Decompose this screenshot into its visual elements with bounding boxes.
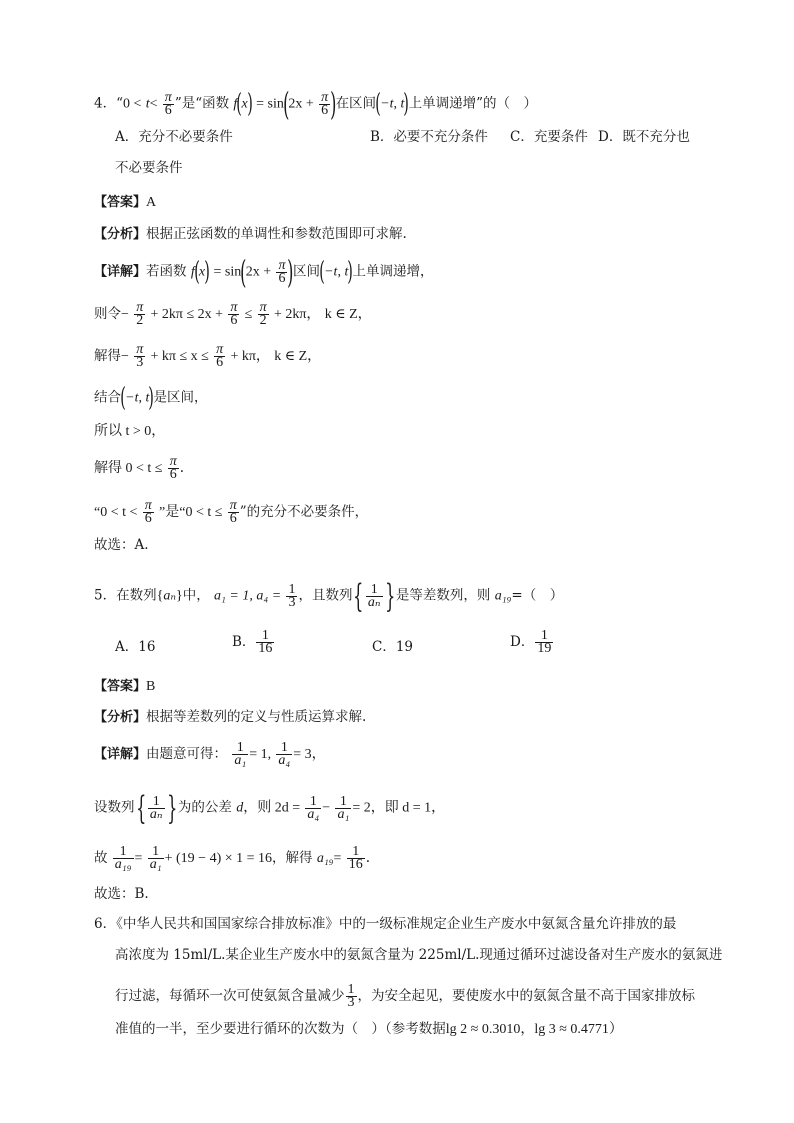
q4-stem: 4．“0 < t< $\frac{\pi}{6}$ ”是“函数 f(x) = sin(2x + $\frac{\pi}{6}$ )在区间(−t, t)上单调递增”的（ ） <box>94 85 538 123</box>
q4-option-a: A．充分不必要条件 <box>115 129 233 145</box>
q4-detail-7: “0 < t < $\frac{\pi}{6}$ ”是“0 < t ≤ $\frac{\pi}{6}$ ”的充分不必要条件， <box>94 498 369 526</box>
q5-answer: 【答案】B <box>94 679 156 694</box>
q5-detail-3: 故 $\frac{1}{\text{a₁₉}}$ = $\frac{1}{\text{a₁}}$ + (19 − 4) × 1 = 16，解得 a₁₉= $\frac{1}{16}$ . <box>94 844 371 872</box>
q4-detail-4: 结合(−t, t)是区间， <box>94 383 208 413</box>
q4-detail-3: 解得− $\frac{\pi}{3}$ + kπ ≤ x ≤ $\frac{\pi}{6}$ + kπ， k ∈ Z， <box>94 342 322 370</box>
q4-detail-2: 则令− $\frac{\pi}{2}$ + 2kπ ≤ 2x + $\frac{\pi}{6}$ ≤ $\frac{\pi}{2}$ + 2kπ， k ∈ Z， <box>94 300 372 328</box>
q4-option-d: D．既不充分也 <box>598 129 690 145</box>
q4-option-c: C．充要条件 <box>510 129 588 145</box>
q4-detail-5: 所以 t > 0， <box>94 424 166 439</box>
q5-detail-1: 【详解】由题意可得： $\frac{1}{\text{a₁}}$ = 1, $\frac{1}{\text{a₄}}$ = 3， <box>94 740 326 768</box>
q5-analysis: 【分析】根据等差数列的定义与性质运算求解. <box>94 709 367 725</box>
q4-option-d-cont: 不必要条件 <box>115 160 183 176</box>
q4-analysis: 【分析】根据正弦函数的单调性和参数范围即可求解. <box>94 226 407 242</box>
fraction-pi-6: $\frac{\pi}{6}$ <box>164 89 172 118</box>
q4-option-b: B．必要不充分条件 <box>370 129 488 145</box>
q5-option-c: C．19 <box>372 639 414 655</box>
q6-line-1: 6．《中华人民共和国国家综合排放标准》中的一级标准规定企业生产废水中氨氮含量允许排放的最 <box>94 916 677 932</box>
q5-detail-2: 设数列{ $\frac{1}{\text{aₙ}}$ }为的公差 d，则 2d = $\frac{1}{\text{a₄}}$ − $\frac{1}{\text{a₁}}$ = 2，即 d = 1， <box>94 789 446 827</box>
q6-line-3: 行过滤，每循环一次可使氨氮含量减少 $\frac{1}{3}$ ，为安全起见，要使废水中的氨氮含量不高于国家排放标 <box>115 982 695 1010</box>
q5-option-d: D． $\frac{1}{19}$ <box>510 628 552 656</box>
q5-stem: 5．在数列{aₙ}中， a₁ = 1, a₄ = $\frac{1}{3}$ ，且数列{ $\frac{1}{\text{aₙ}}$ }是等差数列，则 a₁₉=（ ） <box>94 577 564 615</box>
q4-choose: 故选：A. <box>94 537 149 553</box>
q5-option-b: B． $\frac{1}{16}$ <box>232 628 273 656</box>
q4-answer: 【答案】A <box>94 195 157 210</box>
q4-detail-6: 解得 0 < t ≤ $\frac{\pi}{6}$ . <box>94 454 185 482</box>
q5-choose: 故选：B. <box>94 886 149 902</box>
q6-line-4: 准值的一半，至少要进行循环的次数为（ ）（参考数据lg 2 ≈ 0.3010，lg 3 ≈ 0.4771） <box>115 1021 623 1037</box>
q4-detail-1: 【详解】若函数 f(x) = sin(2x + $\frac{\pi}{6}$ )区间(−t, t)上单调递增， <box>94 253 434 291</box>
q5-option-a: A．16 <box>115 639 156 655</box>
q6-line-2: 高浓度为 15ml/L.某企业生产废水中的氨氮含量为 225ml/L.现通过循环过滤设备对生产废水的氨氮进 <box>115 947 723 963</box>
